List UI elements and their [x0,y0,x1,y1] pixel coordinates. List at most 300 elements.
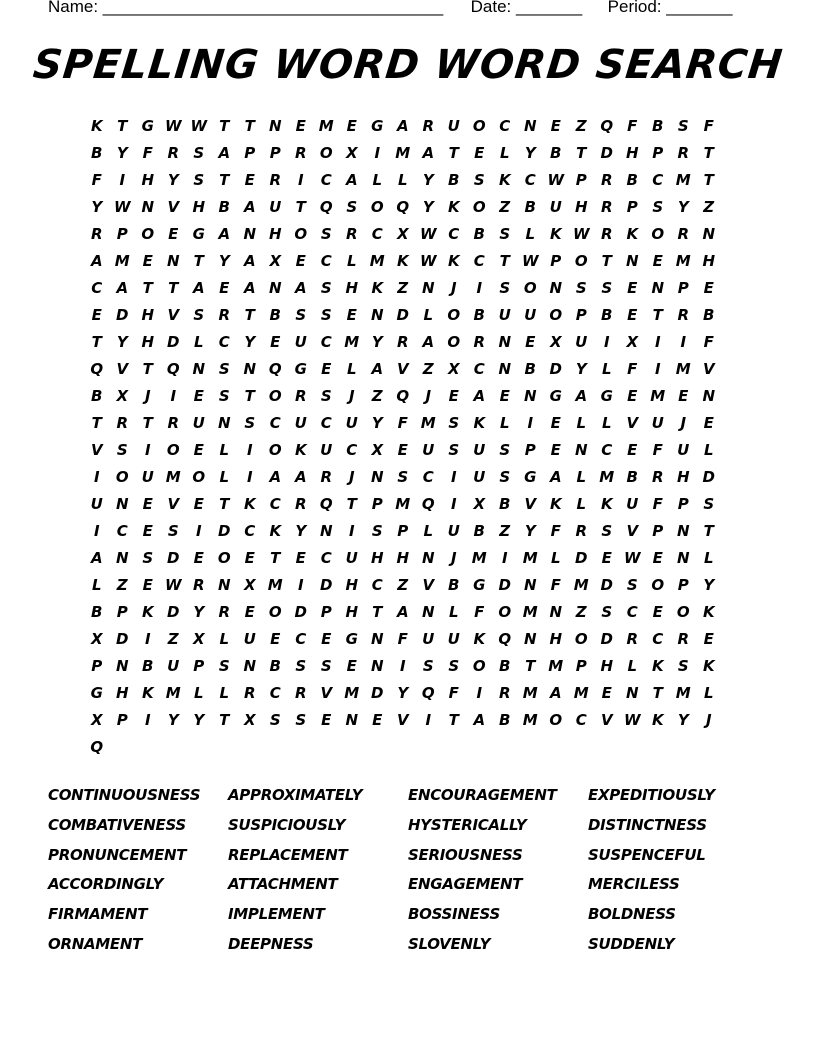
grid-cell[interactable]: E [142,495,153,513]
grid-cell[interactable]: C [218,333,230,351]
grid-cell[interactable]: Q [319,495,333,513]
grid-cell[interactable]: L [219,441,230,459]
grid-cell[interactable]: S [295,711,307,729]
grid-cell[interactable]: J [680,414,687,432]
grid-cell[interactable]: F [550,522,561,540]
grid-cell[interactable]: S [448,414,460,432]
grid-cell[interactable]: A [473,711,486,729]
grid-cell[interactable]: K [447,252,460,270]
grid-cell[interactable]: L [423,522,434,540]
grid-cell[interactable]: H [345,279,359,297]
grid-cell[interactable]: H [574,198,588,216]
grid-cell[interactable]: L [499,414,510,432]
grid-cell[interactable]: C [575,711,587,729]
grid-cell[interactable]: O [115,468,129,486]
grid-cell[interactable]: B [448,171,460,189]
grid-cell[interactable]: O [319,144,333,162]
grid-cell[interactable]: A [396,117,409,135]
grid-cell[interactable]: M [522,684,538,702]
grid-cell[interactable]: M [522,549,538,567]
grid-cell[interactable]: S [218,360,230,378]
grid-cell[interactable]: L [397,171,408,189]
grid-cell[interactable]: N [115,657,129,675]
grid-cell[interactable]: A [473,387,486,405]
grid-cell[interactable]: I [654,360,661,378]
grid-cell[interactable]: E [601,684,612,702]
grid-cell[interactable]: B [524,198,536,216]
grid-cell[interactable]: S [499,468,511,486]
grid-cell[interactable]: M [599,468,615,486]
grid-cell[interactable]: K [651,657,664,675]
grid-cell[interactable]: I [374,144,381,162]
grid-cell[interactable]: E [448,387,459,405]
grid-cell[interactable]: W [547,171,565,189]
grid-cell[interactable]: P [116,711,128,729]
grid-cell[interactable]: N [549,279,563,297]
grid-cell[interactable]: P [524,441,536,459]
grid-cell[interactable]: X [243,576,256,594]
grid-cell[interactable]: B [91,603,103,621]
grid-cell[interactable]: I [348,522,355,540]
grid-cell[interactable]: C [91,279,103,297]
grid-cell[interactable]: N [243,360,257,378]
grid-cell[interactable]: E [193,495,204,513]
grid-cell[interactable]: T [91,414,102,432]
grid-cell[interactable]: K [396,252,409,270]
grid-cell[interactable]: A [218,225,231,243]
grid-cell[interactable]: A [90,252,103,270]
grid-cell[interactable]: R [116,414,129,432]
grid-cell[interactable]: R [167,144,180,162]
grid-cell[interactable]: X [192,630,205,648]
grid-cell[interactable]: O [651,225,665,243]
grid-cell[interactable]: L [703,441,714,459]
grid-cell[interactable]: N [370,630,384,648]
grid-cell[interactable]: B [601,306,613,324]
grid-cell[interactable]: E [295,117,306,135]
grid-cell[interactable]: K [473,414,486,432]
grid-cell[interactable]: L [703,549,714,567]
grid-cell[interactable]: Y [422,171,434,189]
grid-cell[interactable]: N [549,603,563,621]
grid-cell[interactable]: O [447,333,461,351]
grid-cell[interactable]: A [243,279,256,297]
grid-cell[interactable]: F [91,171,102,189]
grid-cell[interactable]: E [499,387,510,405]
grid-cell[interactable]: Q [396,387,410,405]
grid-cell[interactable]: P [677,279,689,297]
grid-cell[interactable]: B [473,522,485,540]
grid-cell[interactable]: E [193,441,204,459]
grid-cell[interactable]: D [371,684,384,702]
grid-cell[interactable]: H [192,198,206,216]
grid-cell[interactable]: P [397,522,409,540]
grid-cell[interactable]: O [370,198,384,216]
grid-cell[interactable]: N [421,549,435,567]
grid-cell[interactable]: C [473,360,485,378]
grid-cell[interactable]: V [626,522,639,540]
grid-cell[interactable]: M [395,495,411,513]
grid-cell[interactable]: E [270,630,281,648]
grid-cell[interactable]: T [219,171,230,189]
grid-cell[interactable]: G [524,468,537,486]
grid-cell[interactable]: Y [524,144,536,162]
grid-cell[interactable]: A [422,144,435,162]
grid-cell[interactable]: K [269,522,282,540]
grid-cell[interactable]: I [476,684,483,702]
grid-cell[interactable]: A [575,387,588,405]
grid-cell[interactable]: X [90,711,103,729]
grid-cell[interactable]: R [90,225,103,243]
grid-cell[interactable]: O [268,441,282,459]
grid-cell[interactable]: I [195,522,202,540]
grid-cell[interactable]: Y [218,252,230,270]
grid-cell[interactable]: E [703,279,714,297]
grid-cell[interactable]: K [141,603,154,621]
grid-cell[interactable]: J [450,279,457,297]
grid-cell[interactable]: I [527,414,534,432]
grid-cell[interactable]: E [525,333,536,351]
grid-cell[interactable]: B [218,198,230,216]
grid-cell[interactable]: F [652,495,663,513]
grid-cell[interactable]: U [677,441,690,459]
grid-cell[interactable]: N [243,657,257,675]
grid-cell[interactable]: N [115,495,129,513]
grid-cell[interactable]: B [550,144,562,162]
grid-cell[interactable]: T [652,306,663,324]
grid-cell[interactable]: M [573,684,589,702]
grid-cell[interactable]: M [369,252,385,270]
grid-cell[interactable]: O [574,252,588,270]
grid-cell[interactable]: F [448,684,459,702]
grid-cell[interactable]: F [652,441,663,459]
grid-cell[interactable]: R [677,630,690,648]
grid-cell[interactable]: I [680,333,687,351]
grid-cell[interactable]: U [192,414,205,432]
grid-cell[interactable]: Y [91,198,103,216]
grid-cell[interactable]: T [270,549,281,567]
grid-cell[interactable]: R [626,630,639,648]
grid-cell[interactable]: E [142,576,153,594]
grid-cell[interactable]: I [144,711,151,729]
grid-cell[interactable]: L [448,603,459,621]
grid-cell[interactable]: C [371,576,383,594]
grid-cell[interactable]: H [676,468,690,486]
grid-cell[interactable]: Y [575,360,587,378]
grid-cell[interactable]: W [164,576,182,594]
grid-cell[interactable]: M [675,171,691,189]
grid-cell[interactable]: S [295,306,307,324]
grid-cell[interactable]: H [396,549,410,567]
grid-cell[interactable]: E [270,333,281,351]
grid-cell[interactable]: T [372,603,383,621]
grid-cell[interactable]: C [371,225,383,243]
grid-cell[interactable]: N [523,576,537,594]
grid-cell[interactable]: S [601,522,613,540]
grid-cell[interactable]: T [142,279,153,297]
grid-cell[interactable]: V [167,198,180,216]
grid-cell[interactable]: U [549,198,562,216]
grid-cell[interactable]: Y [116,333,128,351]
grid-cell[interactable]: L [601,414,612,432]
grid-cell[interactable]: V [524,495,537,513]
grid-cell[interactable]: A [192,279,205,297]
grid-cell[interactable]: T [448,711,459,729]
grid-cell[interactable]: T [346,495,357,513]
grid-cell[interactable]: T [219,495,230,513]
grid-cell[interactable]: Y [295,522,307,540]
grid-cell[interactable]: Q [90,738,104,756]
grid-cell[interactable]: K [549,495,562,513]
grid-cell[interactable]: I [144,441,151,459]
grid-cell[interactable]: U [345,414,358,432]
grid-cell[interactable]: T [703,171,714,189]
grid-cell[interactable]: Z [575,117,587,135]
grid-cell[interactable]: S [320,225,332,243]
grid-cell[interactable]: Y [397,684,409,702]
grid-cell[interactable]: I [603,333,610,351]
grid-cell[interactable]: Q [421,495,435,513]
grid-cell[interactable]: L [193,684,204,702]
grid-cell[interactable]: G [90,684,103,702]
grid-cell[interactable]: Q [166,360,180,378]
grid-cell[interactable]: S [601,603,613,621]
grid-cell[interactable]: U [473,468,486,486]
grid-cell[interactable]: N [192,360,206,378]
grid-cell[interactable]: I [297,576,304,594]
grid-cell[interactable]: S [677,657,689,675]
grid-cell[interactable]: O [574,630,588,648]
grid-cell[interactable]: E [91,306,102,324]
grid-cell[interactable]: W [572,225,590,243]
grid-cell[interactable]: P [575,657,587,675]
grid-cell[interactable]: C [269,414,281,432]
grid-cell[interactable]: U [320,441,333,459]
grid-cell[interactable]: C [346,441,358,459]
grid-cell[interactable]: E [244,171,255,189]
grid-cell[interactable]: D [575,549,588,567]
grid-cell[interactable]: S [218,657,230,675]
grid-cell[interactable]: S [499,279,511,297]
grid-cell[interactable]: O [549,306,563,324]
grid-cell[interactable]: R [294,495,307,513]
grid-cell[interactable]: B [473,306,485,324]
grid-cell[interactable]: F [397,630,408,648]
grid-cell[interactable]: J [450,549,457,567]
grid-cell[interactable]: E [474,144,485,162]
grid-cell[interactable]: I [450,468,457,486]
grid-cell[interactable]: P [269,144,281,162]
grid-cell[interactable]: L [576,468,587,486]
grid-cell[interactable]: W [419,252,437,270]
grid-cell[interactable]: I [246,441,253,459]
grid-cell[interactable]: S [142,549,154,567]
grid-cell[interactable]: W [521,252,539,270]
grid-cell[interactable]: R [396,333,409,351]
grid-cell[interactable]: O [141,225,155,243]
grid-cell[interactable]: F [627,117,638,135]
grid-cell[interactable]: Z [499,198,511,216]
grid-cell[interactable]: M [395,144,411,162]
grid-cell[interactable]: B [499,657,511,675]
grid-cell[interactable]: K [141,684,154,702]
grid-cell[interactable]: L [219,630,230,648]
grid-cell[interactable]: S [371,522,383,540]
grid-cell[interactable]: N [166,252,180,270]
grid-cell[interactable]: D [600,576,613,594]
grid-cell[interactable]: T [703,144,714,162]
grid-cell[interactable]: F [703,333,714,351]
grid-cell[interactable]: K [243,495,256,513]
grid-cell[interactable]: F [142,144,153,162]
grid-cell[interactable]: C [320,333,332,351]
grid-cell[interactable]: G [345,630,358,648]
grid-cell[interactable]: R [167,414,180,432]
grid-cell[interactable]: S [626,576,638,594]
grid-cell[interactable]: E [193,387,204,405]
grid-cell[interactable]: A [90,549,103,567]
grid-cell[interactable]: K [626,225,639,243]
grid-cell[interactable]: Y [371,414,383,432]
grid-cell[interactable]: E [678,387,689,405]
grid-cell[interactable]: R [677,225,690,243]
grid-cell[interactable]: M [420,414,436,432]
grid-cell[interactable]: I [654,333,661,351]
grid-cell[interactable]: I [246,468,253,486]
grid-cell[interactable]: M [165,684,181,702]
grid-cell[interactable]: P [193,657,205,675]
grid-cell[interactable]: N [676,549,690,567]
grid-cell[interactable]: L [703,684,714,702]
grid-cell[interactable]: O [268,387,282,405]
grid-cell[interactable]: V [320,684,333,702]
grid-cell[interactable]: S [652,198,664,216]
grid-cell[interactable]: N [370,306,384,324]
grid-cell[interactable]: L [576,414,587,432]
grid-cell[interactable]: M [114,252,130,270]
grid-cell[interactable]: B [473,225,485,243]
grid-cell[interactable]: P [91,657,103,675]
grid-cell[interactable]: B [652,117,664,135]
grid-cell[interactable]: L [550,549,561,567]
grid-cell[interactable]: F [550,576,561,594]
grid-cell[interactable]: S [244,414,256,432]
grid-cell[interactable]: O [523,279,537,297]
grid-cell[interactable]: Q [268,360,282,378]
grid-cell[interactable]: S [473,171,485,189]
grid-cell[interactable]: Y [677,198,689,216]
grid-cell[interactable]: N [523,387,537,405]
grid-cell[interactable]: X [371,441,384,459]
grid-cell[interactable]: N [421,279,435,297]
grid-cell[interactable]: K [549,225,562,243]
grid-cell[interactable]: U [422,630,435,648]
grid-cell[interactable]: R [600,225,613,243]
grid-cell[interactable]: O [268,603,282,621]
grid-cell[interactable]: U [473,441,486,459]
grid-cell[interactable]: D [600,630,613,648]
grid-cell[interactable]: W [113,198,131,216]
grid-cell[interactable]: K [294,441,307,459]
grid-cell[interactable]: N [370,657,384,675]
grid-cell[interactable]: K [498,171,511,189]
grid-cell[interactable]: X [90,630,103,648]
grid-cell[interactable]: C [320,252,332,270]
grid-cell[interactable]: E [397,441,408,459]
grid-cell[interactable]: V [396,360,409,378]
grid-cell[interactable]: Y [167,711,179,729]
grid-cell[interactable]: S [320,657,332,675]
grid-cell[interactable]: H [345,576,359,594]
grid-cell[interactable]: E [219,279,230,297]
grid-cell[interactable]: E [244,549,255,567]
grid-cell[interactable]: N [217,414,231,432]
grid-cell[interactable]: S [116,441,128,459]
grid-cell[interactable]: Q [319,198,333,216]
grid-cell[interactable]: M [344,333,360,351]
grid-cell[interactable]: H [600,657,614,675]
grid-cell[interactable]: O [166,441,180,459]
grid-cell[interactable]: B [91,144,103,162]
grid-cell[interactable]: E [550,441,561,459]
grid-cell[interactable]: P [320,603,332,621]
grid-cell[interactable]: A [243,252,256,270]
grid-cell[interactable]: U [269,198,282,216]
grid-cell[interactable]: K [473,630,486,648]
grid-cell[interactable]: C [116,522,128,540]
grid-cell[interactable]: B [499,495,511,513]
grid-cell[interactable]: E [652,603,663,621]
grid-cell[interactable]: R [677,306,690,324]
grid-cell[interactable]: Y [116,144,128,162]
grid-cell[interactable]: R [473,333,486,351]
grid-cell[interactable]: O [549,711,563,729]
grid-cell[interactable]: S [167,522,179,540]
grid-cell[interactable]: T [244,387,255,405]
grid-cell[interactable]: Z [397,279,409,297]
grid-cell[interactable]: U [524,306,537,324]
grid-cell[interactable]: C [524,171,536,189]
grid-cell[interactable]: K [600,495,613,513]
grid-cell[interactable]: S [346,198,358,216]
grid-cell[interactable]: W [164,117,182,135]
grid-cell[interactable]: A [345,171,358,189]
grid-cell[interactable]: K [371,279,384,297]
grid-cell[interactable]: I [399,657,406,675]
grid-cell[interactable]: V [702,360,715,378]
grid-cell[interactable]: M [675,360,691,378]
grid-cell[interactable]: K [90,117,103,135]
grid-cell[interactable]: N [115,549,129,567]
grid-cell[interactable]: S [448,657,460,675]
grid-cell[interactable]: E [550,117,561,135]
grid-cell[interactable]: E [372,711,383,729]
grid-cell[interactable]: S [601,279,613,297]
grid-cell[interactable]: E [142,252,153,270]
grid-cell[interactable]: U [167,657,180,675]
grid-cell[interactable]: R [575,522,588,540]
grid-cell[interactable]: V [396,711,409,729]
grid-cell[interactable]: Y [371,333,383,351]
grid-cell[interactable]: N [523,117,537,135]
grid-cell[interactable]: D [167,603,180,621]
grid-cell[interactable]: U [345,549,358,567]
grid-cell[interactable]: E [601,549,612,567]
grid-cell[interactable]: B [269,657,281,675]
grid-cell[interactable]: A [218,144,231,162]
grid-cell[interactable]: H [141,333,155,351]
grid-cell[interactable]: E [346,117,357,135]
